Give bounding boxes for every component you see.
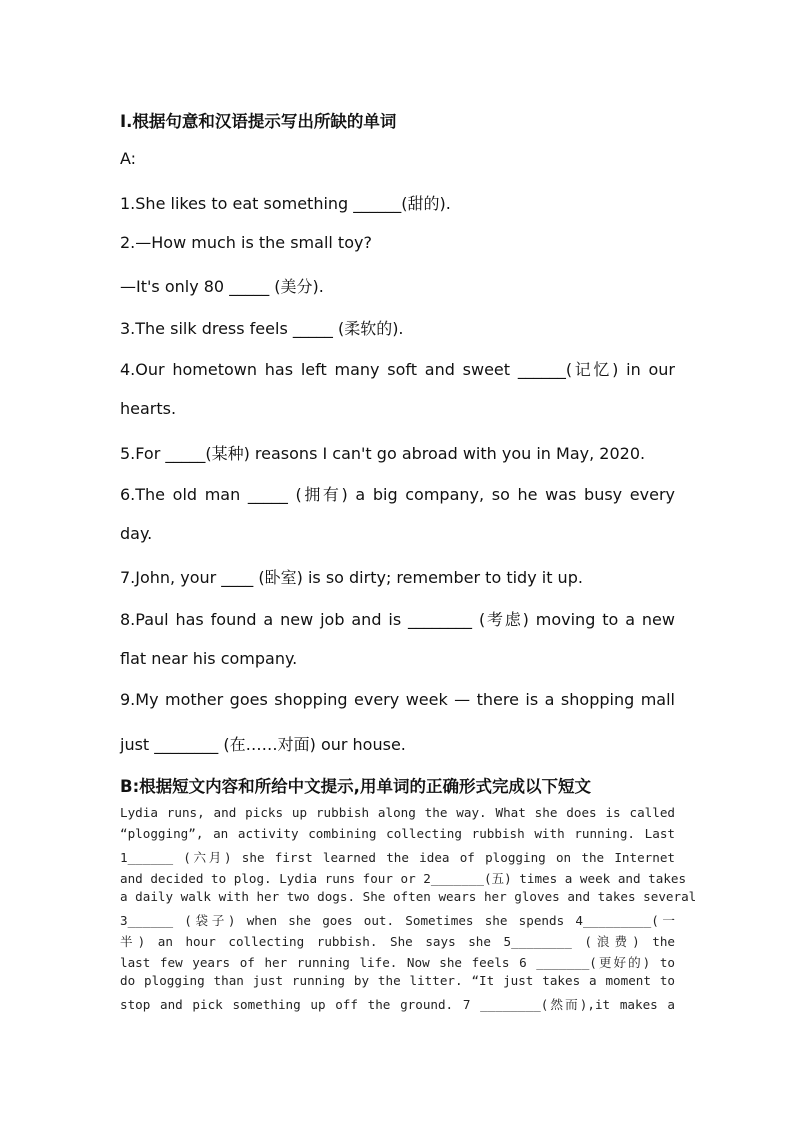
question-line: 8.Paul has found a new job and is ________ (考虑) moving to a new <box>120 610 675 629</box>
passage-line: a daily walk with her two dogs. She often wears her gloves and takes several <box>120 889 697 904</box>
passage-line: 半) an hour collecting rubbish. She says she 5________ (浪费) the <box>120 934 675 949</box>
question-line: hearts. <box>120 399 177 418</box>
question-line: 6.The old man _____ (拥有) a big company, so he was busy every <box>120 485 675 504</box>
passage-line: 1______ (六月) she first learned the idea of plogging on the Internet <box>120 850 675 865</box>
question-line: —It's only 80 _____ (美分). <box>120 277 324 296</box>
question-line: 7.John, your ____ (卧室) is so dirty; remember to tidy it up. <box>120 568 583 587</box>
passage-line: last few years of her running life. Now she feels 6 _______(更好的) to <box>120 955 675 970</box>
section-b-title: B:根据短文内容和所给中文提示,用单词的正确形式完成以下短文 <box>120 777 591 796</box>
passage-line: and decided to plog. Lydia runs four or 2_______(五) times a week and takes <box>120 871 687 886</box>
question-line: 2.—How much is the small toy? <box>120 233 372 252</box>
question-line: day. <box>120 524 153 543</box>
passage-line: Lydia runs, and picks up rubbish along the way. What she does is called <box>120 805 675 820</box>
passage-line: 3______ (袋子) when she goes out. Sometimes she spends 4_________(一 <box>120 913 675 928</box>
question-line: 3.The silk dress feels _____ (柔软的). <box>120 319 404 338</box>
section-a-label: A: <box>120 149 137 168</box>
passage-line: stop and pick something up off the ground. 7 ________(然而),it makes a <box>120 997 675 1012</box>
passage-line: “plogging”, an activity combining collecting rubbish with running. Last <box>120 826 675 841</box>
section-a-title: I.根据句意和汉语提示写出所缺的单词 <box>120 112 397 131</box>
question-line: 1.She likes to eat something ______(甜的). <box>120 194 451 213</box>
question-line: flat near his company. <box>120 649 298 668</box>
passage-line: do plogging than just running by the litter. “It just takes a moment to <box>120 973 675 988</box>
question-line: 9.My mother goes shopping every week — there is a shopping mall <box>120 690 675 709</box>
question-line: 4.Our hometown has left many soft and sweet ______(记忆) in our <box>120 360 675 379</box>
question-line: 5.For _____(某种) reasons I can't go abroad with you in May, 2020. <box>120 444 646 463</box>
question-line: just ________ (在……对面) our house. <box>120 735 406 754</box>
